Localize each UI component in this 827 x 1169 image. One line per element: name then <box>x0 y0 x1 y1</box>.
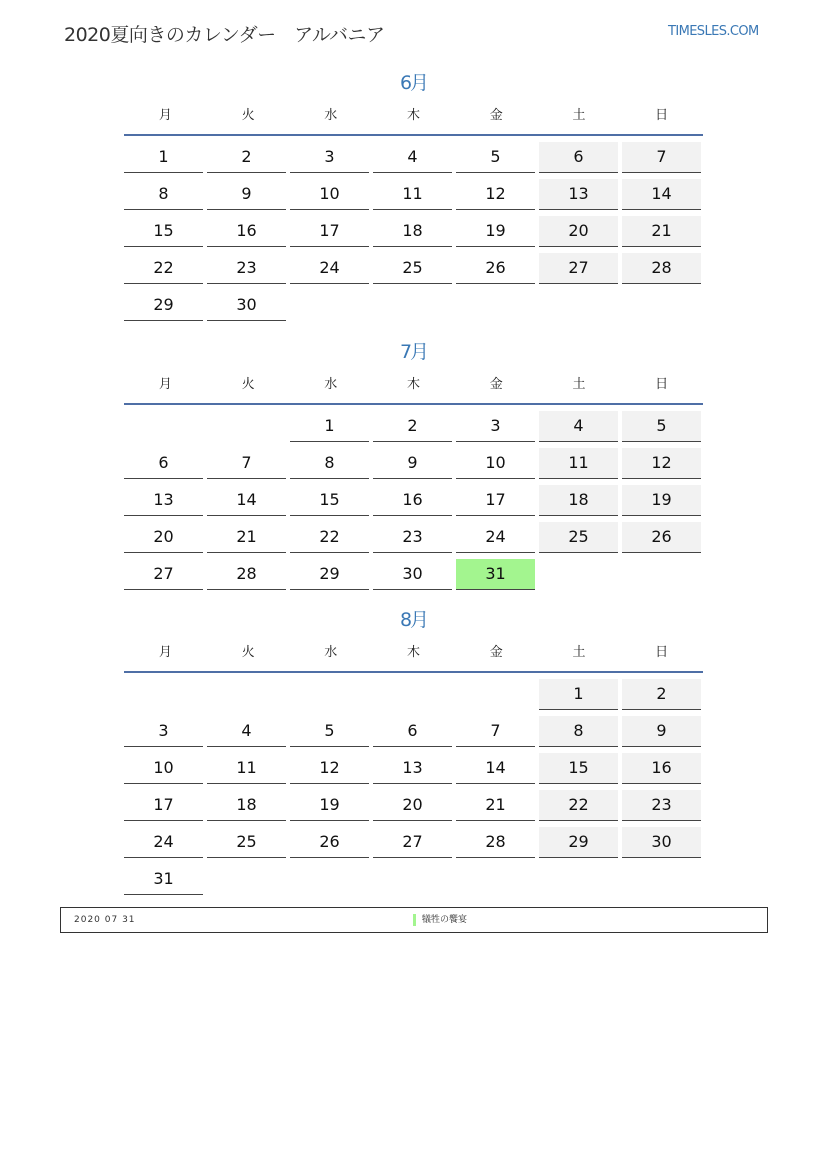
day-cell[interactable]: 15 <box>290 485 369 516</box>
weekday-label: 日 <box>655 645 669 660</box>
day-cell[interactable]: 27 <box>539 253 618 284</box>
day-cell[interactable]: 5 <box>622 411 701 442</box>
day-cell[interactable]: 23 <box>373 522 452 553</box>
day-cell[interactable]: 24 <box>456 522 535 553</box>
day-cell[interactable]: 6 <box>539 142 618 173</box>
empty-cell <box>539 864 618 894</box>
day-cell[interactable]: 4 <box>207 716 286 747</box>
day-cell[interactable]: 1 <box>290 411 369 442</box>
empty-cell <box>373 290 452 320</box>
weekday-label: 木 <box>407 108 421 123</box>
day-cell[interactable]: 4 <box>373 142 452 173</box>
day-cell[interactable]: 11 <box>539 448 618 479</box>
day-cell[interactable]: 24 <box>290 253 369 284</box>
empty-cell <box>290 290 369 320</box>
day-cell[interactable]: 21 <box>207 522 286 553</box>
day-cell[interactable]: 23 <box>207 253 286 284</box>
day-cell[interactable]: 28 <box>207 559 286 590</box>
site-link[interactable]: TIMESLES.COM <box>668 24 759 39</box>
day-grid <box>124 136 703 321</box>
day-cell[interactable]: 15 <box>539 753 618 784</box>
empty-cell <box>290 864 369 894</box>
day-cell[interactable]: 8 <box>290 448 369 479</box>
weekday-label: 月 <box>158 645 172 660</box>
day-cell[interactable]: 13 <box>373 753 452 784</box>
day-cell[interactable]: 14 <box>456 753 535 784</box>
day-cell[interactable]: 8 <box>124 179 203 210</box>
weekday-label: 金 <box>489 108 503 123</box>
day-cell[interactable]: 10 <box>290 179 369 210</box>
empty-cell <box>622 290 701 320</box>
legend <box>60 907 768 933</box>
weekday-label: 土 <box>572 377 586 392</box>
day-cell[interactable]: 7 <box>456 716 535 747</box>
day-cell[interactable]: 29 <box>539 827 618 858</box>
day-cell[interactable]: 20 <box>539 216 618 247</box>
day-cell[interactable]: 25 <box>207 827 286 858</box>
day-cell[interactable]: 18 <box>207 790 286 821</box>
weekday-label: 日 <box>655 108 669 123</box>
day-cell[interactable]: 9 <box>373 448 452 479</box>
day-cell[interactable]: 22 <box>124 253 203 284</box>
weekday-label: 水 <box>324 377 338 392</box>
month-june <box>124 68 703 321</box>
day-cell[interactable]: 3 <box>290 142 369 173</box>
day-cell[interactable]: 1 <box>539 679 618 710</box>
day-cell[interactable]: 12 <box>456 179 535 210</box>
weekday-label: 月 <box>158 108 172 123</box>
day-cell[interactable]: 13 <box>124 485 203 516</box>
day-cell[interactable]: 14 <box>207 485 286 516</box>
day-cell[interactable]: 2 <box>373 411 452 442</box>
day-cell[interactable]: 30 <box>622 827 701 858</box>
day-cell[interactable]: 16 <box>622 753 701 784</box>
empty-cell <box>373 679 452 709</box>
empty-cell <box>207 864 286 894</box>
empty-cell <box>124 411 203 441</box>
day-cell[interactable]: 8 <box>539 716 618 747</box>
month-august <box>124 605 703 895</box>
empty-cell <box>456 864 535 894</box>
weekday-label: 日 <box>655 377 669 392</box>
day-cell[interactable]: 7 <box>622 142 701 173</box>
day-cell[interactable]: 29 <box>290 559 369 590</box>
day-cell[interactable]: 27 <box>373 827 452 858</box>
day-cell[interactable]: 19 <box>290 790 369 821</box>
day-cell[interactable]: 2 <box>207 142 286 173</box>
day-cell[interactable]: 12 <box>290 753 369 784</box>
day-cell[interactable]: 9 <box>622 716 701 747</box>
day-cell[interactable]: 28 <box>456 827 535 858</box>
empty-cell <box>622 864 701 894</box>
day-cell[interactable]: 23 <box>622 790 701 821</box>
weekday-label: 火 <box>241 645 255 660</box>
day-cell[interactable]: 17 <box>290 216 369 247</box>
day-cell[interactable]: 6 <box>124 448 203 479</box>
day-cell[interactable]: 30 <box>207 290 286 321</box>
day-cell[interactable]: 18 <box>373 216 452 247</box>
weekday-label: 火 <box>241 377 255 392</box>
day-cell[interactable]: 26 <box>622 522 701 553</box>
day-cell[interactable]: 10 <box>124 753 203 784</box>
weekday-header <box>124 367 703 405</box>
month-july <box>124 337 703 590</box>
day-cell[interactable]: 19 <box>622 485 701 516</box>
day-cell[interactable]: 3 <box>124 716 203 747</box>
day-cell[interactable]: 17 <box>456 485 535 516</box>
day-cell[interactable]: 2 <box>622 679 701 710</box>
day-cell[interactable]: 25 <box>373 253 452 284</box>
day-cell[interactable]: 25 <box>539 522 618 553</box>
day-cell[interactable]: 29 <box>124 290 203 321</box>
page-title: 2020夏向きのカレンダー アルバニア <box>64 24 385 46</box>
weekday-label: 火 <box>241 108 255 123</box>
empty-cell <box>456 290 535 320</box>
empty-cell <box>456 679 535 709</box>
day-cell[interactable]: 10 <box>456 448 535 479</box>
day-cell[interactable]: 18 <box>539 485 618 516</box>
day-cell[interactable]: 14 <box>622 179 701 210</box>
empty-cell <box>539 559 618 589</box>
day-cell[interactable]: 15 <box>124 216 203 247</box>
legend-swatch <box>413 914 416 926</box>
weekday-label: 水 <box>324 645 338 660</box>
day-grid <box>124 673 703 895</box>
month-title: 7月 <box>399 341 428 363</box>
day-cell[interactable]: 11 <box>373 179 452 210</box>
weekday-label: 水 <box>324 108 338 123</box>
weekday-header <box>124 98 703 136</box>
legend-date: 2020 07 31 <box>74 915 136 925</box>
day-cell[interactable]: 16 <box>373 485 452 516</box>
day-cell[interactable]: 4 <box>539 411 618 442</box>
empty-cell <box>207 411 286 441</box>
weekday-label: 木 <box>407 645 421 660</box>
day-cell[interactable]: 9 <box>207 179 286 210</box>
empty-cell <box>124 679 203 709</box>
day-cell[interactable]: 20 <box>373 790 452 821</box>
day-cell[interactable]: 20 <box>124 522 203 553</box>
day-cell-highlighted[interactable]: 31 <box>456 559 535 590</box>
day-cell[interactable]: 16 <box>207 216 286 247</box>
day-cell[interactable]: 21 <box>622 216 701 247</box>
day-cell[interactable]: 13 <box>539 179 618 210</box>
day-cell[interactable]: 1 <box>124 142 203 173</box>
day-cell[interactable]: 27 <box>124 559 203 590</box>
day-cell[interactable]: 17 <box>124 790 203 821</box>
day-cell[interactable]: 7 <box>207 448 286 479</box>
legend-label: 犠牲の饗宴 <box>422 915 468 925</box>
day-cell[interactable]: 26 <box>456 253 535 284</box>
day-cell[interactable]: 30 <box>373 559 452 590</box>
empty-cell <box>373 864 452 894</box>
day-cell[interactable]: 26 <box>290 827 369 858</box>
empty-cell <box>622 559 701 589</box>
day-cell[interactable]: 3 <box>456 411 535 442</box>
empty-cell <box>207 679 286 709</box>
day-cell[interactable]: 31 <box>124 864 203 895</box>
day-grid <box>124 405 703 590</box>
weekday-label: 木 <box>407 377 421 392</box>
day-cell[interactable]: 19 <box>456 216 535 247</box>
weekday-label: 金 <box>489 645 503 660</box>
day-cell[interactable]: 11 <box>207 753 286 784</box>
day-cell[interactable]: 21 <box>456 790 535 821</box>
day-cell[interactable]: 12 <box>622 448 701 479</box>
month-title: 6月 <box>399 72 428 94</box>
weekday-header <box>124 635 703 673</box>
day-cell[interactable]: 5 <box>290 716 369 747</box>
day-cell[interactable]: 22 <box>290 522 369 553</box>
empty-cell <box>539 290 618 320</box>
weekday-label: 金 <box>489 377 503 392</box>
day-cell[interactable]: 6 <box>373 716 452 747</box>
empty-cell <box>290 679 369 709</box>
weekday-label: 月 <box>158 377 172 392</box>
weekday-label: 土 <box>572 108 586 123</box>
month-title: 8月 <box>399 609 428 631</box>
weekday-label: 土 <box>572 645 586 660</box>
day-cell[interactable]: 22 <box>539 790 618 821</box>
day-cell[interactable]: 28 <box>622 253 701 284</box>
day-cell[interactable]: 24 <box>124 827 203 858</box>
day-cell[interactable]: 5 <box>456 142 535 173</box>
